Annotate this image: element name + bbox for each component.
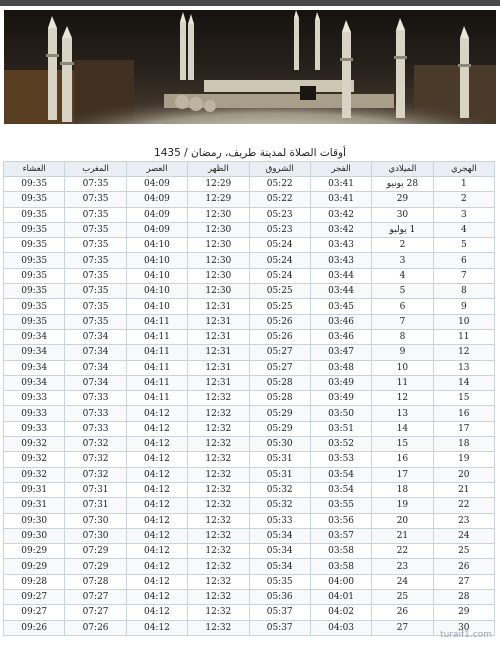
cell-asr: 04:11 [126,345,187,360]
cell-hijri: 27 [433,574,494,589]
cell-dhuhr: 12:32 [188,437,249,452]
cell-sunrise: 05:35 [249,574,310,589]
cell-sunrise: 05:27 [249,345,310,360]
cell-maghrib: 07:32 [65,452,126,467]
cell-isha: 09:35 [4,314,65,329]
cell-maghrib: 07:27 [65,590,126,605]
cell-sunrise: 05:30 [249,437,310,452]
table-row [4,590,495,605]
cell-isha: 09:27 [4,590,65,605]
cell-fajr: 03:48 [310,360,371,375]
table-row [4,544,495,559]
table-row [4,467,495,482]
cell-gregorian: 25 [372,590,433,605]
cell-hijri: 13 [433,360,494,375]
cell-hijri: 14 [433,375,494,390]
header-asr: العصر [126,162,187,177]
cell-dhuhr: 12:29 [188,177,249,192]
table-row [4,284,495,299]
cell-isha: 09:34 [4,329,65,344]
cell-sunrise: 05:22 [249,192,310,207]
cell-asr: 04:10 [126,284,187,299]
cell-isha: 09:29 [4,559,65,574]
cell-gregorian: 28 يونيو [372,177,433,192]
table-header-row [4,162,495,177]
table-row [4,329,495,344]
cell-maghrib: 07:30 [65,513,126,528]
table-row [4,498,495,513]
header-gregorian: الميلادي [372,162,433,177]
cell-sunrise: 05:23 [249,207,310,222]
cell-sunrise: 05:34 [249,559,310,574]
cell-dhuhr: 12:31 [188,299,249,314]
table-row [4,574,495,589]
cell-maghrib: 07:34 [65,345,126,360]
cell-dhuhr: 12:30 [188,238,249,253]
cell-gregorian: 13 [372,406,433,421]
prayer-times-table [3,161,495,636]
cell-sunrise: 05:29 [249,421,310,436]
cell-sunrise: 05:25 [249,299,310,314]
cell-isha: 09:32 [4,467,65,482]
cell-sunrise: 05:33 [249,513,310,528]
cell-sunrise: 05:26 [249,329,310,344]
cell-fajr: 04:02 [310,605,371,620]
table-row [4,391,495,406]
cell-sunrise: 05:27 [249,360,310,375]
cell-dhuhr: 12:32 [188,421,249,436]
cell-gregorian: 9 [372,345,433,360]
cell-hijri: 8 [433,284,494,299]
cell-hijri: 29 [433,605,494,620]
cell-dhuhr: 12:29 [188,192,249,207]
cell-sunrise: 05:24 [249,253,310,268]
cell-isha: 09:32 [4,437,65,452]
cell-maghrib: 07:35 [65,284,126,299]
table-body [4,177,495,636]
cell-isha: 09:30 [4,528,65,543]
cell-sunrise: 05:32 [249,498,310,513]
cell-hijri: 22 [433,498,494,513]
cell-fajr: 04:01 [310,590,371,605]
cell-fajr: 03:46 [310,329,371,344]
cell-dhuhr: 12:32 [188,467,249,482]
table-row [4,253,495,268]
cell-gregorian: 29 [372,192,433,207]
cell-maghrib: 07:29 [65,559,126,574]
cell-gregorian: 30 [372,207,433,222]
cell-gregorian: 19 [372,498,433,513]
cell-dhuhr: 12:30 [188,284,249,299]
cell-isha: 09:31 [4,498,65,513]
cell-hijri: 4 [433,222,494,237]
cell-fajr: 03:54 [310,482,371,497]
cell-isha: 09:34 [4,375,65,390]
cell-gregorian: 26 [372,605,433,620]
table-row [4,605,495,620]
cell-hijri: 18 [433,437,494,452]
cell-asr: 04:11 [126,391,187,406]
cell-isha: 09:35 [4,222,65,237]
cell-gregorian: 8 [372,329,433,344]
cell-sunrise: 05:36 [249,590,310,605]
table-row [4,268,495,283]
cell-isha: 09:27 [4,605,65,620]
cell-gregorian: 23 [372,559,433,574]
cell-gregorian: 22 [372,544,433,559]
cell-isha: 09:30 [4,513,65,528]
cell-gregorian: 5 [372,284,433,299]
top-bar [0,0,500,6]
cell-fajr: 03:58 [310,559,371,574]
cell-gregorian: 15 [372,437,433,452]
cell-gregorian: 14 [372,421,433,436]
cell-maghrib: 07:33 [65,391,126,406]
cell-sunrise: 05:25 [249,284,310,299]
table-row [4,222,495,237]
header-hijri: الهجري [433,162,494,177]
cell-gregorian: 4 [372,268,433,283]
cell-gregorian: 16 [372,452,433,467]
cell-dhuhr: 12:30 [188,207,249,222]
cell-asr: 04:10 [126,253,187,268]
cell-asr: 04:09 [126,192,187,207]
cell-isha: 09:33 [4,406,65,421]
cell-maghrib: 07:34 [65,375,126,390]
cell-dhuhr: 12:32 [188,605,249,620]
cell-gregorian: 12 [372,391,433,406]
cell-sunrise: 05:37 [249,620,310,635]
cell-fajr: 03:49 [310,375,371,390]
cell-asr: 04:12 [126,620,187,635]
cell-isha: 09:31 [4,482,65,497]
cell-hijri: 11 [433,329,494,344]
cell-isha: 09:33 [4,421,65,436]
cell-isha: 09:32 [4,452,65,467]
cell-asr: 04:10 [126,299,187,314]
table-row [4,375,495,390]
cell-fajr: 03:51 [310,421,371,436]
cell-hijri: 7 [433,268,494,283]
cell-hijri: 20 [433,467,494,482]
cell-hijri: 16 [433,406,494,421]
cell-isha: 09:29 [4,544,65,559]
cell-gregorian: 21 [372,528,433,543]
cell-sunrise: 05:23 [249,222,310,237]
cell-asr: 04:09 [126,177,187,192]
cell-dhuhr: 12:31 [188,375,249,390]
cell-hijri: 28 [433,590,494,605]
cell-dhuhr: 12:32 [188,391,249,406]
cell-dhuhr: 12:32 [188,544,249,559]
cell-maghrib: 07:32 [65,437,126,452]
header-isha: العشاء [4,162,65,177]
cell-sunrise: 05:29 [249,406,310,421]
cell-hijri: 3 [433,207,494,222]
cell-sunrise: 05:31 [249,452,310,467]
cell-gregorian: 3 [372,253,433,268]
cell-fajr: 03:47 [310,345,371,360]
cell-hijri: 1 [433,177,494,192]
cell-hijri: 23 [433,513,494,528]
table-row [4,528,495,543]
cell-gregorian: 27 [372,620,433,635]
cell-asr: 04:12 [126,467,187,482]
table-row [4,177,495,192]
table-row [4,238,495,253]
cell-hijri: 17 [433,421,494,436]
cell-hijri: 5 [433,238,494,253]
cell-sunrise: 05:37 [249,605,310,620]
cell-dhuhr: 12:32 [188,574,249,589]
cell-maghrib: 07:35 [65,177,126,192]
cell-fajr: 03:55 [310,498,371,513]
cell-dhuhr: 12:32 [188,406,249,421]
cell-asr: 04:11 [126,375,187,390]
cell-hijri: 26 [433,559,494,574]
cell-gregorian: 7 [372,314,433,329]
cell-asr: 04:11 [126,314,187,329]
cell-gregorian: 10 [372,360,433,375]
cell-fajr: 03:57 [310,528,371,543]
cell-gregorian: 18 [372,482,433,497]
cell-gregorian: 20 [372,513,433,528]
cell-maghrib: 07:33 [65,421,126,436]
cell-maghrib: 07:34 [65,360,126,375]
cell-maghrib: 07:34 [65,329,126,344]
cell-fajr: 04:03 [310,620,371,635]
cell-sunrise: 05:22 [249,177,310,192]
cell-isha: 09:26 [4,620,65,635]
cell-isha: 09:35 [4,177,65,192]
cell-fajr: 03:58 [310,544,371,559]
cell-hijri: 6 [433,253,494,268]
table-row [4,559,495,574]
cell-asr: 04:09 [126,222,187,237]
table-row [4,482,495,497]
cell-dhuhr: 12:32 [188,620,249,635]
cell-asr: 04:12 [126,498,187,513]
table-row [4,421,495,436]
cell-asr: 04:12 [126,482,187,497]
header-fajr: الفجر [310,162,371,177]
cell-maghrib: 07:33 [65,406,126,421]
banner-image-makkah [4,10,496,124]
cell-isha: 09:35 [4,192,65,207]
cell-hijri: 30 [433,620,494,635]
cell-fajr: 03:50 [310,406,371,421]
cell-hijri: 10 [433,314,494,329]
cell-dhuhr: 12:31 [188,345,249,360]
cell-fajr: 03:41 [310,177,371,192]
watermark: turaif1.com [440,630,492,640]
cell-maghrib: 07:35 [65,222,126,237]
cell-gregorian: 11 [372,375,433,390]
cell-maghrib: 07:35 [65,268,126,283]
header-maghrib: المغرب [65,162,126,177]
cell-maghrib: 07:35 [65,207,126,222]
cell-gregorian: 17 [372,467,433,482]
cell-fajr: 03:44 [310,268,371,283]
cell-asr: 04:12 [126,513,187,528]
cell-isha: 09:35 [4,253,65,268]
cell-maghrib: 07:27 [65,605,126,620]
table-row [4,406,495,421]
cell-asr: 04:12 [126,452,187,467]
cell-gregorian: 2 [372,238,433,253]
cell-maghrib: 07:35 [65,192,126,207]
cell-maghrib: 07:35 [65,238,126,253]
cell-isha: 09:33 [4,391,65,406]
table-row [4,452,495,467]
table-row [4,314,495,329]
cell-dhuhr: 12:32 [188,559,249,574]
cell-fajr: 03:54 [310,467,371,482]
cell-dhuhr: 12:32 [188,528,249,543]
cell-hijri: 24 [433,528,494,543]
cell-hijri: 15 [433,391,494,406]
cell-dhuhr: 12:31 [188,314,249,329]
cell-fajr: 03:46 [310,314,371,329]
cell-asr: 04:12 [126,574,187,589]
cell-dhuhr: 12:31 [188,329,249,344]
cell-dhuhr: 12:30 [188,268,249,283]
cell-asr: 04:12 [126,528,187,543]
cell-isha: 09:35 [4,299,65,314]
cell-hijri: 21 [433,482,494,497]
cell-isha: 09:35 [4,207,65,222]
cell-fajr: 03:45 [310,299,371,314]
cell-asr: 04:11 [126,329,187,344]
cell-maghrib: 07:29 [65,544,126,559]
cell-asr: 04:12 [126,406,187,421]
cell-asr: 04:10 [126,238,187,253]
header-dhuhr: الظهر [188,162,249,177]
table-row [4,360,495,375]
cell-isha: 09:28 [4,574,65,589]
cell-fajr: 03:49 [310,391,371,406]
cell-hijri: 25 [433,544,494,559]
cell-dhuhr: 12:32 [188,498,249,513]
table-row [4,513,495,528]
cell-sunrise: 05:24 [249,268,310,283]
cell-fajr: 03:56 [310,513,371,528]
cell-maghrib: 07:28 [65,574,126,589]
cell-maghrib: 07:31 [65,482,126,497]
cell-gregorian: 1 يوليو [372,222,433,237]
table-row [4,345,495,360]
cell-asr: 04:12 [126,559,187,574]
cell-asr: 04:12 [126,437,187,452]
cell-fajr: 03:41 [310,192,371,207]
cell-fajr: 03:52 [310,437,371,452]
cell-hijri: 9 [433,299,494,314]
cell-fajr: 03:43 [310,253,371,268]
table-title: أوقات الصلاة لمدينة طريف، رمضان / 1435 [154,147,346,159]
cell-asr: 04:10 [126,268,187,283]
cell-hijri: 12 [433,345,494,360]
cell-maghrib: 07:35 [65,314,126,329]
table-row [4,437,495,452]
table-row [4,207,495,222]
cell-hijri: 19 [433,452,494,467]
cell-sunrise: 05:32 [249,482,310,497]
cell-dhuhr: 12:30 [188,222,249,237]
cell-fajr: 03:42 [310,207,371,222]
header-sunrise: الشروق [249,162,310,177]
cell-dhuhr: 12:31 [188,360,249,375]
cell-asr: 04:12 [126,421,187,436]
cell-maghrib: 07:26 [65,620,126,635]
cell-maghrib: 07:32 [65,467,126,482]
cell-gregorian: 6 [372,299,433,314]
cell-maghrib: 07:35 [65,253,126,268]
cell-asr: 04:09 [126,207,187,222]
cell-maghrib: 07:31 [65,498,126,513]
cell-dhuhr: 12:30 [188,253,249,268]
cell-fajr: 03:44 [310,284,371,299]
cell-sunrise: 05:34 [249,544,310,559]
cell-asr: 04:12 [126,544,187,559]
cell-dhuhr: 12:32 [188,590,249,605]
cell-sunrise: 05:28 [249,375,310,390]
table-row [4,620,495,635]
cell-isha: 09:35 [4,238,65,253]
cell-isha: 09:34 [4,360,65,375]
cell-isha: 09:35 [4,284,65,299]
cell-maghrib: 07:30 [65,528,126,543]
cell-sunrise: 05:24 [249,238,310,253]
cell-sunrise: 05:28 [249,391,310,406]
cell-isha: 09:35 [4,268,65,283]
cell-isha: 09:34 [4,345,65,360]
cell-fajr: 03:53 [310,452,371,467]
cell-dhuhr: 12:32 [188,452,249,467]
cell-asr: 04:12 [126,590,187,605]
table-row [4,192,495,207]
cell-maghrib: 07:35 [65,299,126,314]
cell-gregorian: 24 [372,574,433,589]
cell-fajr: 04:00 [310,574,371,589]
cell-hijri: 2 [433,192,494,207]
table-row [4,299,495,314]
cell-fajr: 03:42 [310,222,371,237]
cell-dhuhr: 12:32 [188,482,249,497]
cell-asr: 04:11 [126,360,187,375]
cell-asr: 04:12 [126,605,187,620]
cell-sunrise: 05:26 [249,314,310,329]
cell-fajr: 03:43 [310,238,371,253]
cell-sunrise: 05:31 [249,467,310,482]
cell-dhuhr: 12:32 [188,513,249,528]
cell-sunrise: 05:34 [249,528,310,543]
